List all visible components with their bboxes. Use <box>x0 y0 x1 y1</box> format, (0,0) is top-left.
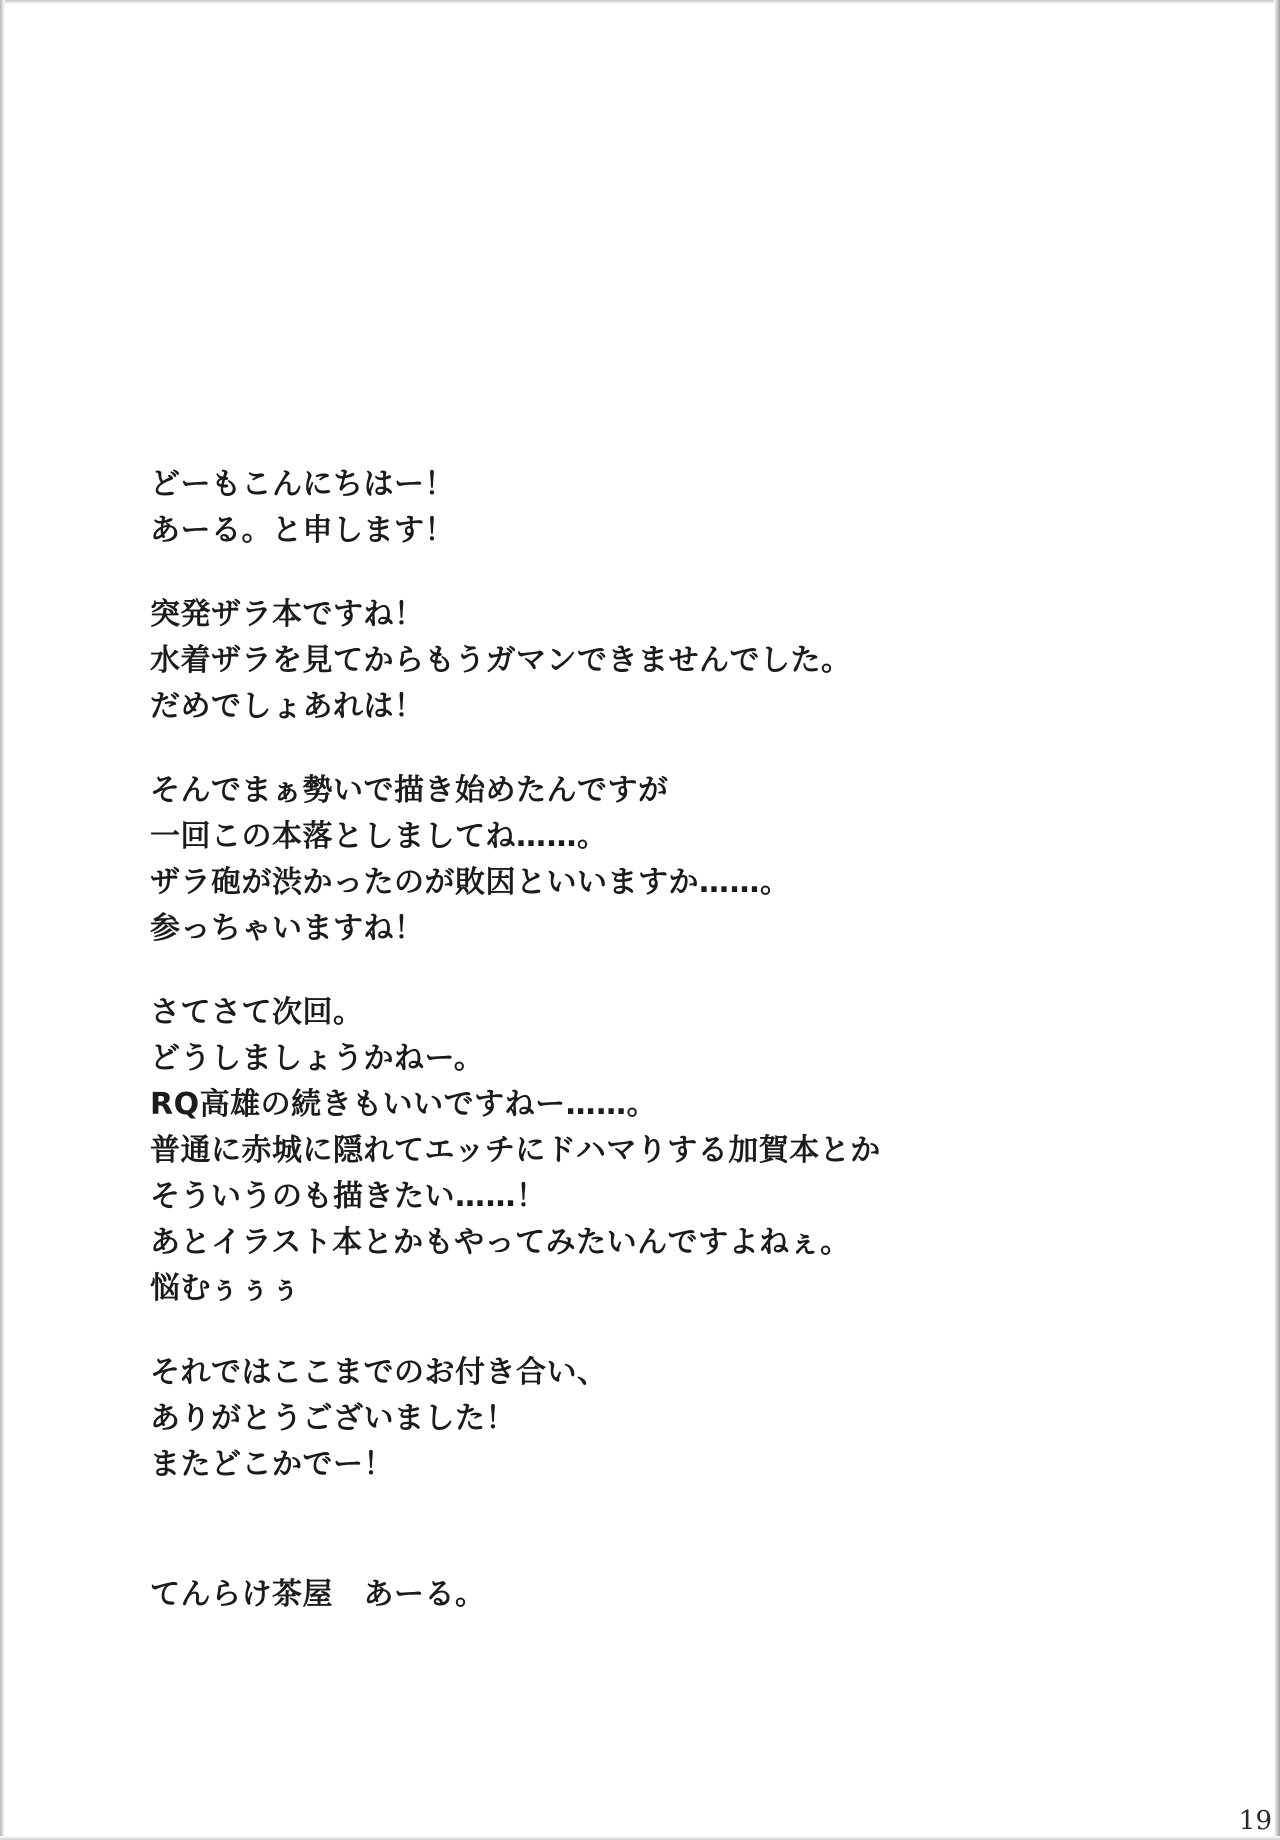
page-number: 19 <box>1238 1806 1272 1836</box>
afterword-line: またどこかでー！ <box>150 1447 394 1482</box>
afterword-line: 悩むぅぅぅ <box>150 1271 302 1306</box>
page-edge-bottom <box>0 1836 1280 1840</box>
afterword-line: だめでしょあれは！ <box>150 689 425 724</box>
afterword-paragraph <box>150 990 1150 1312</box>
afterword-line: さてさて次回。 <box>150 995 364 1030</box>
author-signature <box>150 1572 1150 1618</box>
page-edge-top <box>0 0 1280 4</box>
afterword-line: 突発ザラ本ですね！ <box>150 597 425 632</box>
afterword-line: そんでまぁ勢いで描き始めたんですが <box>150 773 669 808</box>
afterword-text <box>150 462 1150 1618</box>
afterword-line: 一回この本落としましてね……。 <box>150 819 608 854</box>
afterword-line: 水着ザラを見てからもうガマンできませんでした。 <box>150 643 852 678</box>
afterword-line: あとイラスト本とかもやってみたいんですよねぇ。 <box>150 1225 851 1260</box>
afterword-line: RQ高雄の続きもいいですねー……。 <box>150 1087 658 1122</box>
afterword-line: あーる。と申します！ <box>150 513 455 548</box>
afterword-line: ザラ砲が渋かったのが敗因といいますか……。 <box>150 865 791 900</box>
afterword-paragraph <box>150 768 1150 952</box>
afterword-paragraph <box>150 1350 1150 1488</box>
afterword-line: 普通に赤城に隠れてエッチにドハマりする加賀本とか <box>150 1133 881 1168</box>
page-edge-right <box>1274 0 1280 1840</box>
afterword-line: 参っちゃいますね！ <box>150 911 425 946</box>
signature-line: てんらけ茶屋 あーる。 <box>150 1577 486 1612</box>
afterword-line: どーもこんにちはー！ <box>150 467 455 502</box>
afterword-line: そういうのも描きたい……！ <box>150 1179 547 1214</box>
afterword-line: ありがとうございました！ <box>150 1401 516 1436</box>
page-edge-left <box>0 0 5 1840</box>
afterword-line: それではここまでのお付き合い、 <box>150 1355 608 1390</box>
afterword-line: どうしましょうかねー。 <box>150 1041 485 1076</box>
afterword-paragraph <box>150 462 1150 554</box>
afterword-paragraph <box>150 592 1150 730</box>
